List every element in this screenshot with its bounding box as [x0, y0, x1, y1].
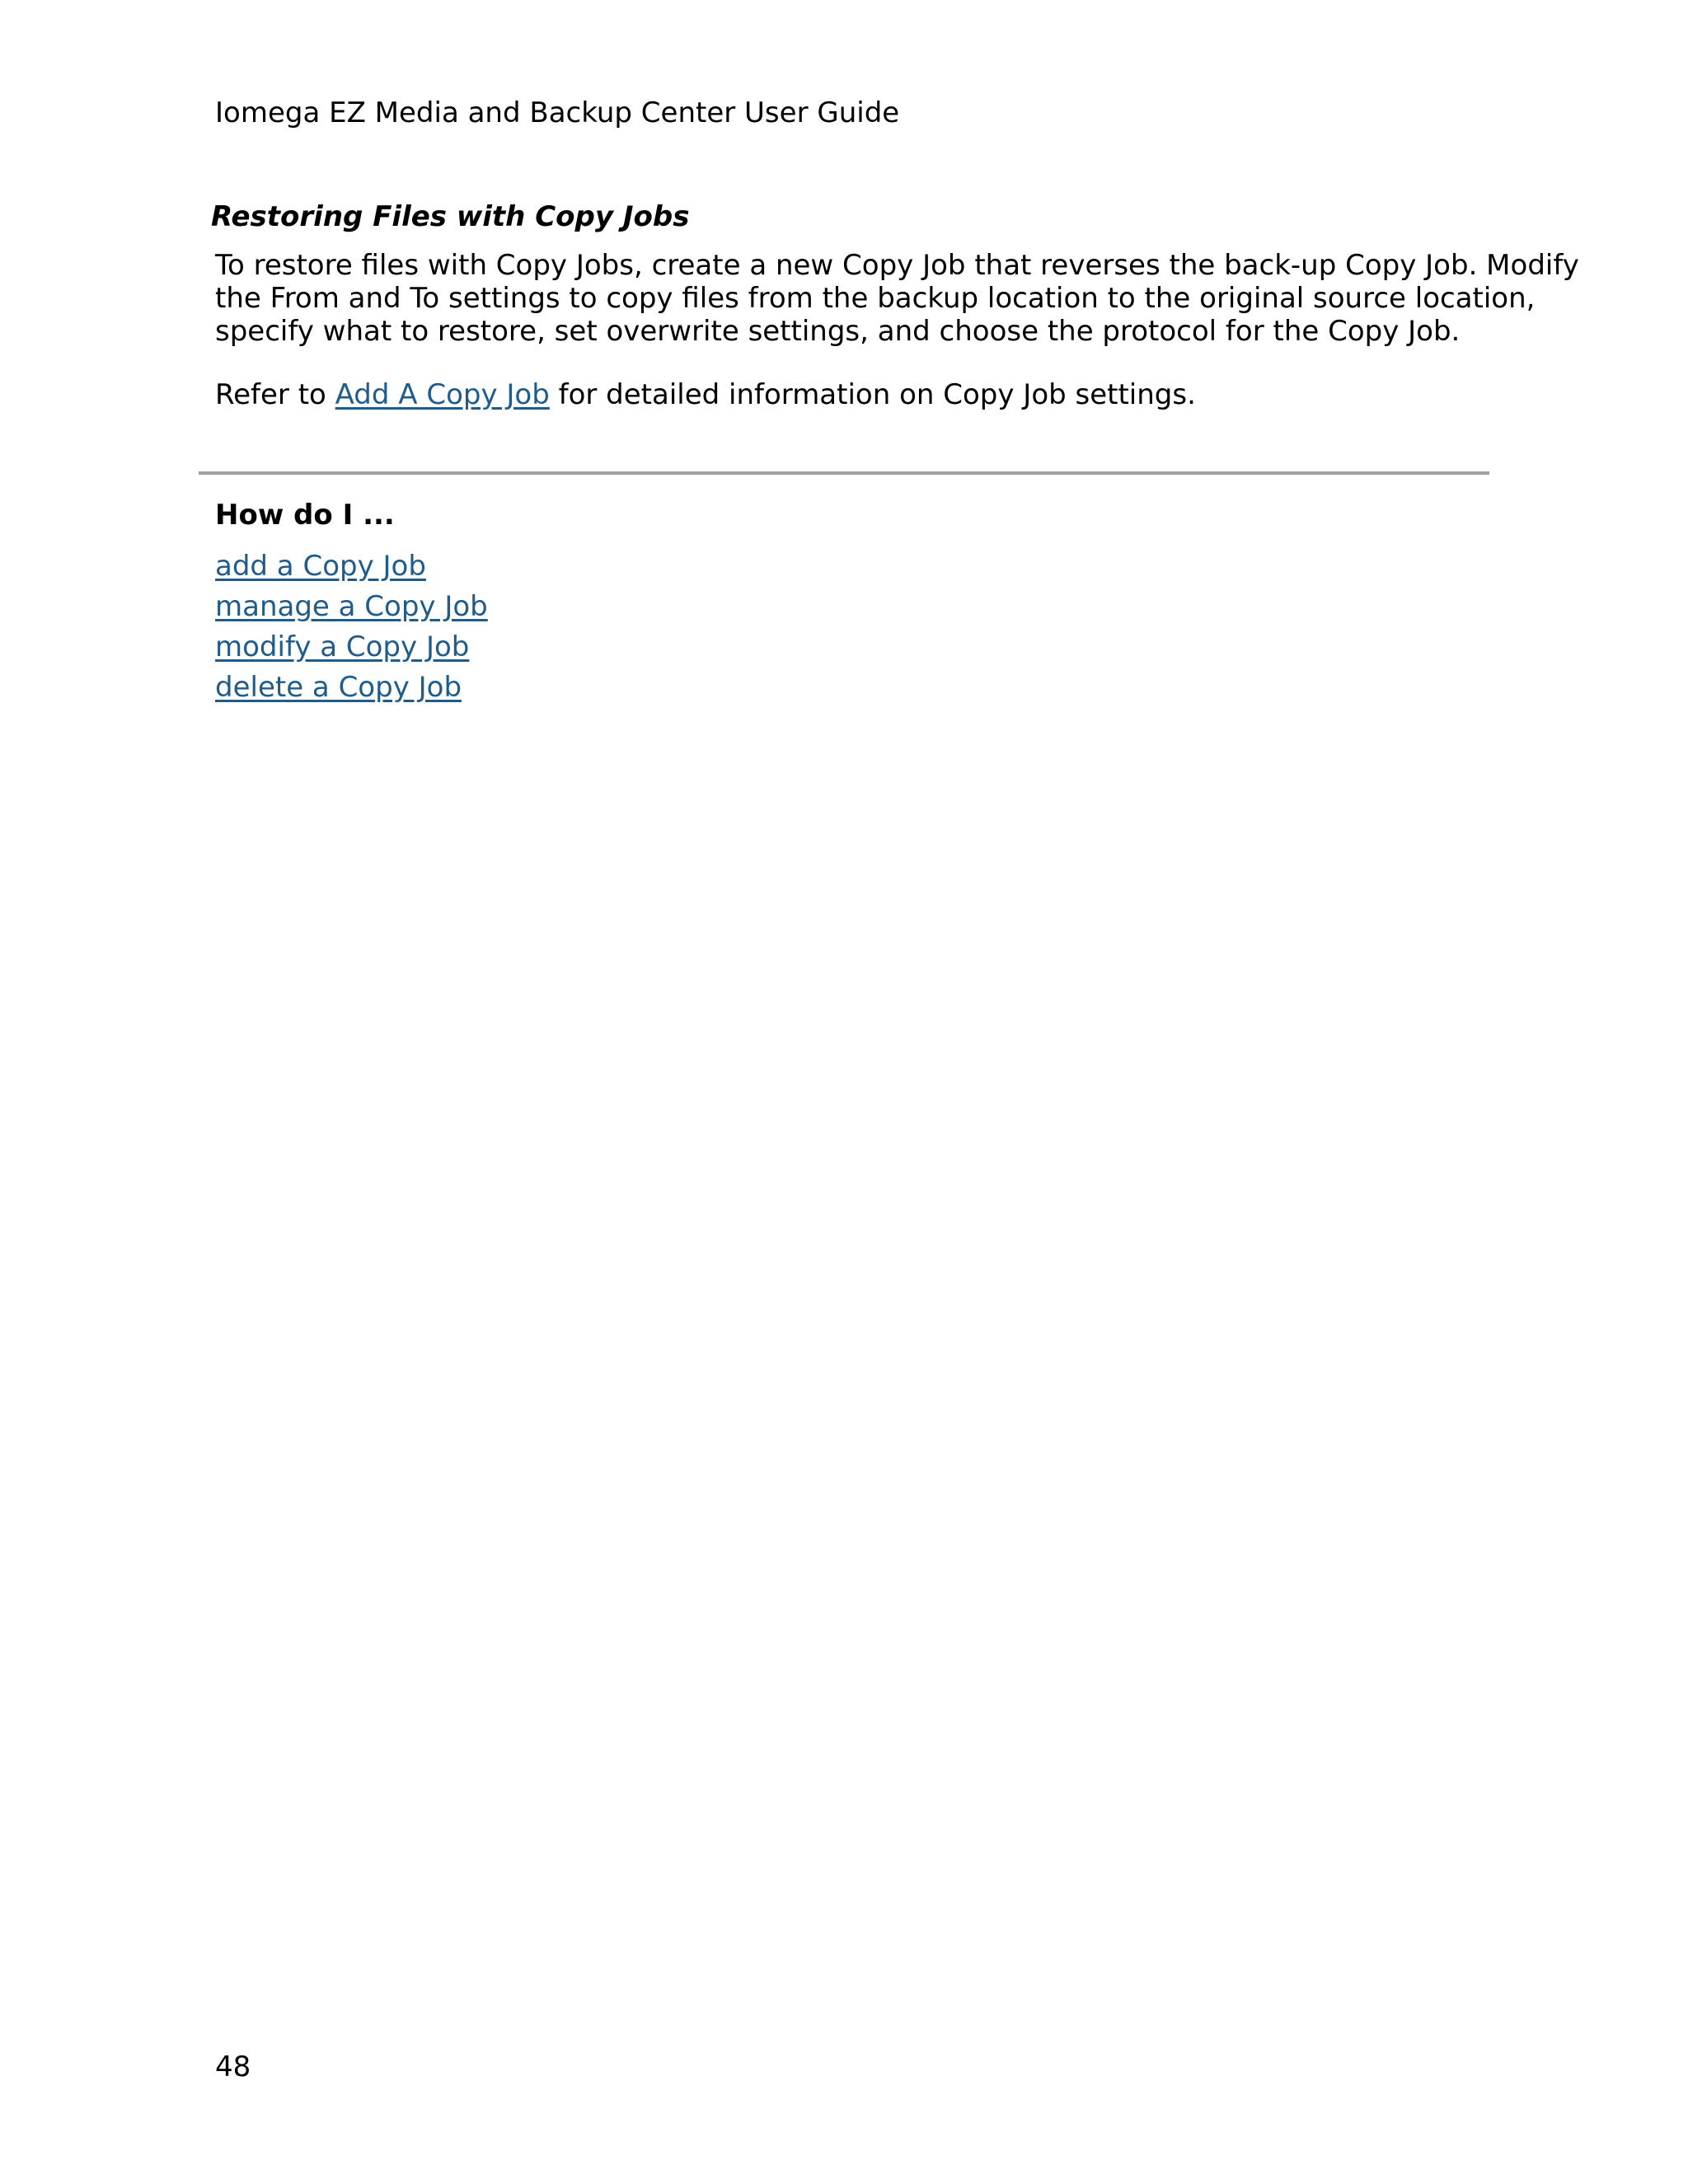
- list-item: [215, 627, 488, 668]
- list-item: [215, 546, 488, 587]
- section-body-paragraph: [215, 249, 1579, 348]
- how-do-i-heading: How do I ...: [215, 499, 395, 532]
- how-do-i-link-list: [215, 546, 488, 708]
- modify-copy-job-link[interactable]: modify a Copy Job: [215, 630, 470, 663]
- body-line: specify what to restore, set overwrite settings, and choose the protocol for the Copy Job.: [215, 315, 1461, 348]
- refer-prefix-text: Refer to: [215, 378, 335, 411]
- add-copy-job-link[interactable]: add a Copy Job: [215, 550, 426, 583]
- section-title: Restoring Files with Copy Jobs: [211, 200, 690, 233]
- body-line: the From and To settings to copy files from the backup location to the original source location,: [215, 282, 1536, 315]
- refer-paragraph: [215, 378, 1196, 411]
- refer-suffix-text: for detailed information on Copy Job settings.: [549, 378, 1196, 411]
- manage-copy-job-link[interactable]: manage a Copy Job: [215, 590, 488, 623]
- page-number: 48: [215, 2050, 251, 2083]
- body-line: To restore files with Copy Jobs, create a new Copy Job that reverses the back-up Copy Job. Modify: [215, 249, 1579, 282]
- list-item: [215, 587, 488, 627]
- section-divider: [199, 471, 1489, 475]
- add-copy-job-reference-link[interactable]: Add A Copy Job: [335, 378, 550, 411]
- running-header: Iomega EZ Media and Backup Center User Guide: [215, 96, 900, 129]
- list-item: [215, 668, 488, 708]
- delete-copy-job-link[interactable]: delete a Copy Job: [215, 671, 462, 704]
